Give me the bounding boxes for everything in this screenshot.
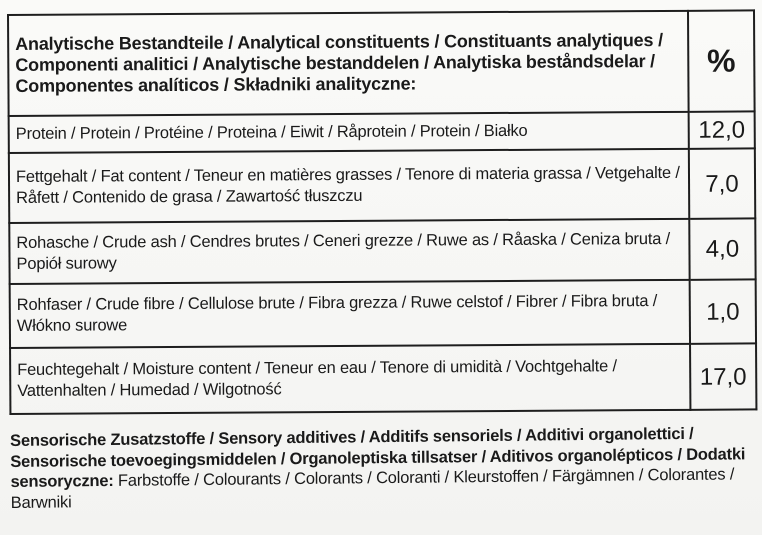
row-lead: Rohasche bbox=[16, 233, 90, 252]
analytical-constituents-table bbox=[7, 9, 757, 415]
row-label-ash bbox=[9, 219, 689, 284]
row-rest: / Moisture content / Teneur en eau / Tenore di umidità / Vochtgehalte / Vattenhalten / Humedad / Wilgotność bbox=[17, 357, 617, 400]
row-label-fibre bbox=[10, 280, 690, 348]
row-lead: Feuchtegehalt bbox=[17, 360, 120, 379]
row-value-protein: 12,0 bbox=[689, 111, 755, 148]
row-rest: / Crude fibre / Cellulose brute / Fibra grezza / Ruwe celstof / Fibrer / Fibra bruta / Włókno surowe bbox=[16, 292, 658, 335]
row-rest: / Fat content / Teneur en matières grasses / Tenore di materia grassa / Vetgehalte / Råfett / Contenido de grasa / Zawartość tłuszczu bbox=[16, 163, 680, 207]
row-rest: / Protein / Protéine / Proteina / Eiwit / Råprotein / Protein / Białko bbox=[66, 121, 528, 143]
table-row bbox=[10, 279, 756, 348]
row-value-fat: 7,0 bbox=[689, 148, 755, 218]
row-label-moisture bbox=[10, 344, 690, 414]
row-lead: Protein bbox=[15, 124, 67, 143]
row-value-fibre: 1,0 bbox=[690, 279, 756, 343]
row-label-fat bbox=[9, 149, 689, 223]
row-value-moisture: 17,0 bbox=[690, 343, 756, 409]
table-row bbox=[9, 111, 755, 153]
sensory-additives-list: Farbstoffe / Colourants / Colorants / Coloranti / Kleurstoffen / Färgämnen / Colorantes / Barwniki bbox=[10, 465, 735, 512]
row-lead: Rohfaser bbox=[16, 295, 83, 314]
sensory-additives-heading: Sensorische Zusatzstoffe / Sensory additives / Additifs sensoriels / Additivi organolettici / Sensorische toevoegingsmiddelen / Organoleptiska tillsatser / Aditivos organolépticos / Dodatki sensoryczne: bbox=[10, 424, 746, 491]
row-label-protein bbox=[9, 112, 689, 153]
row-value-ash: 4,0 bbox=[689, 218, 755, 279]
percent-unit-header: % bbox=[688, 10, 755, 111]
table-row bbox=[9, 148, 755, 223]
table-row bbox=[10, 343, 756, 414]
table-header-label: Analytische Bestandteile / Analytical constituents / Constituants analytiques / Componenti analitici / Analytische bestanddelen / Analytiska beståndsdelar / Componentes analíticos / Składniki analityczne: bbox=[8, 11, 689, 116]
sensory-additives-text bbox=[10, 423, 759, 513]
table-row bbox=[9, 218, 755, 284]
table-header-row bbox=[8, 10, 755, 116]
row-lead: Fettgehalt bbox=[15, 167, 88, 186]
row-rest: / Crude ash / Cendres brutes / Ceneri grezze / Ruwe as / Råaska / Ceniza bruta / Popiół surowy bbox=[16, 229, 670, 273]
